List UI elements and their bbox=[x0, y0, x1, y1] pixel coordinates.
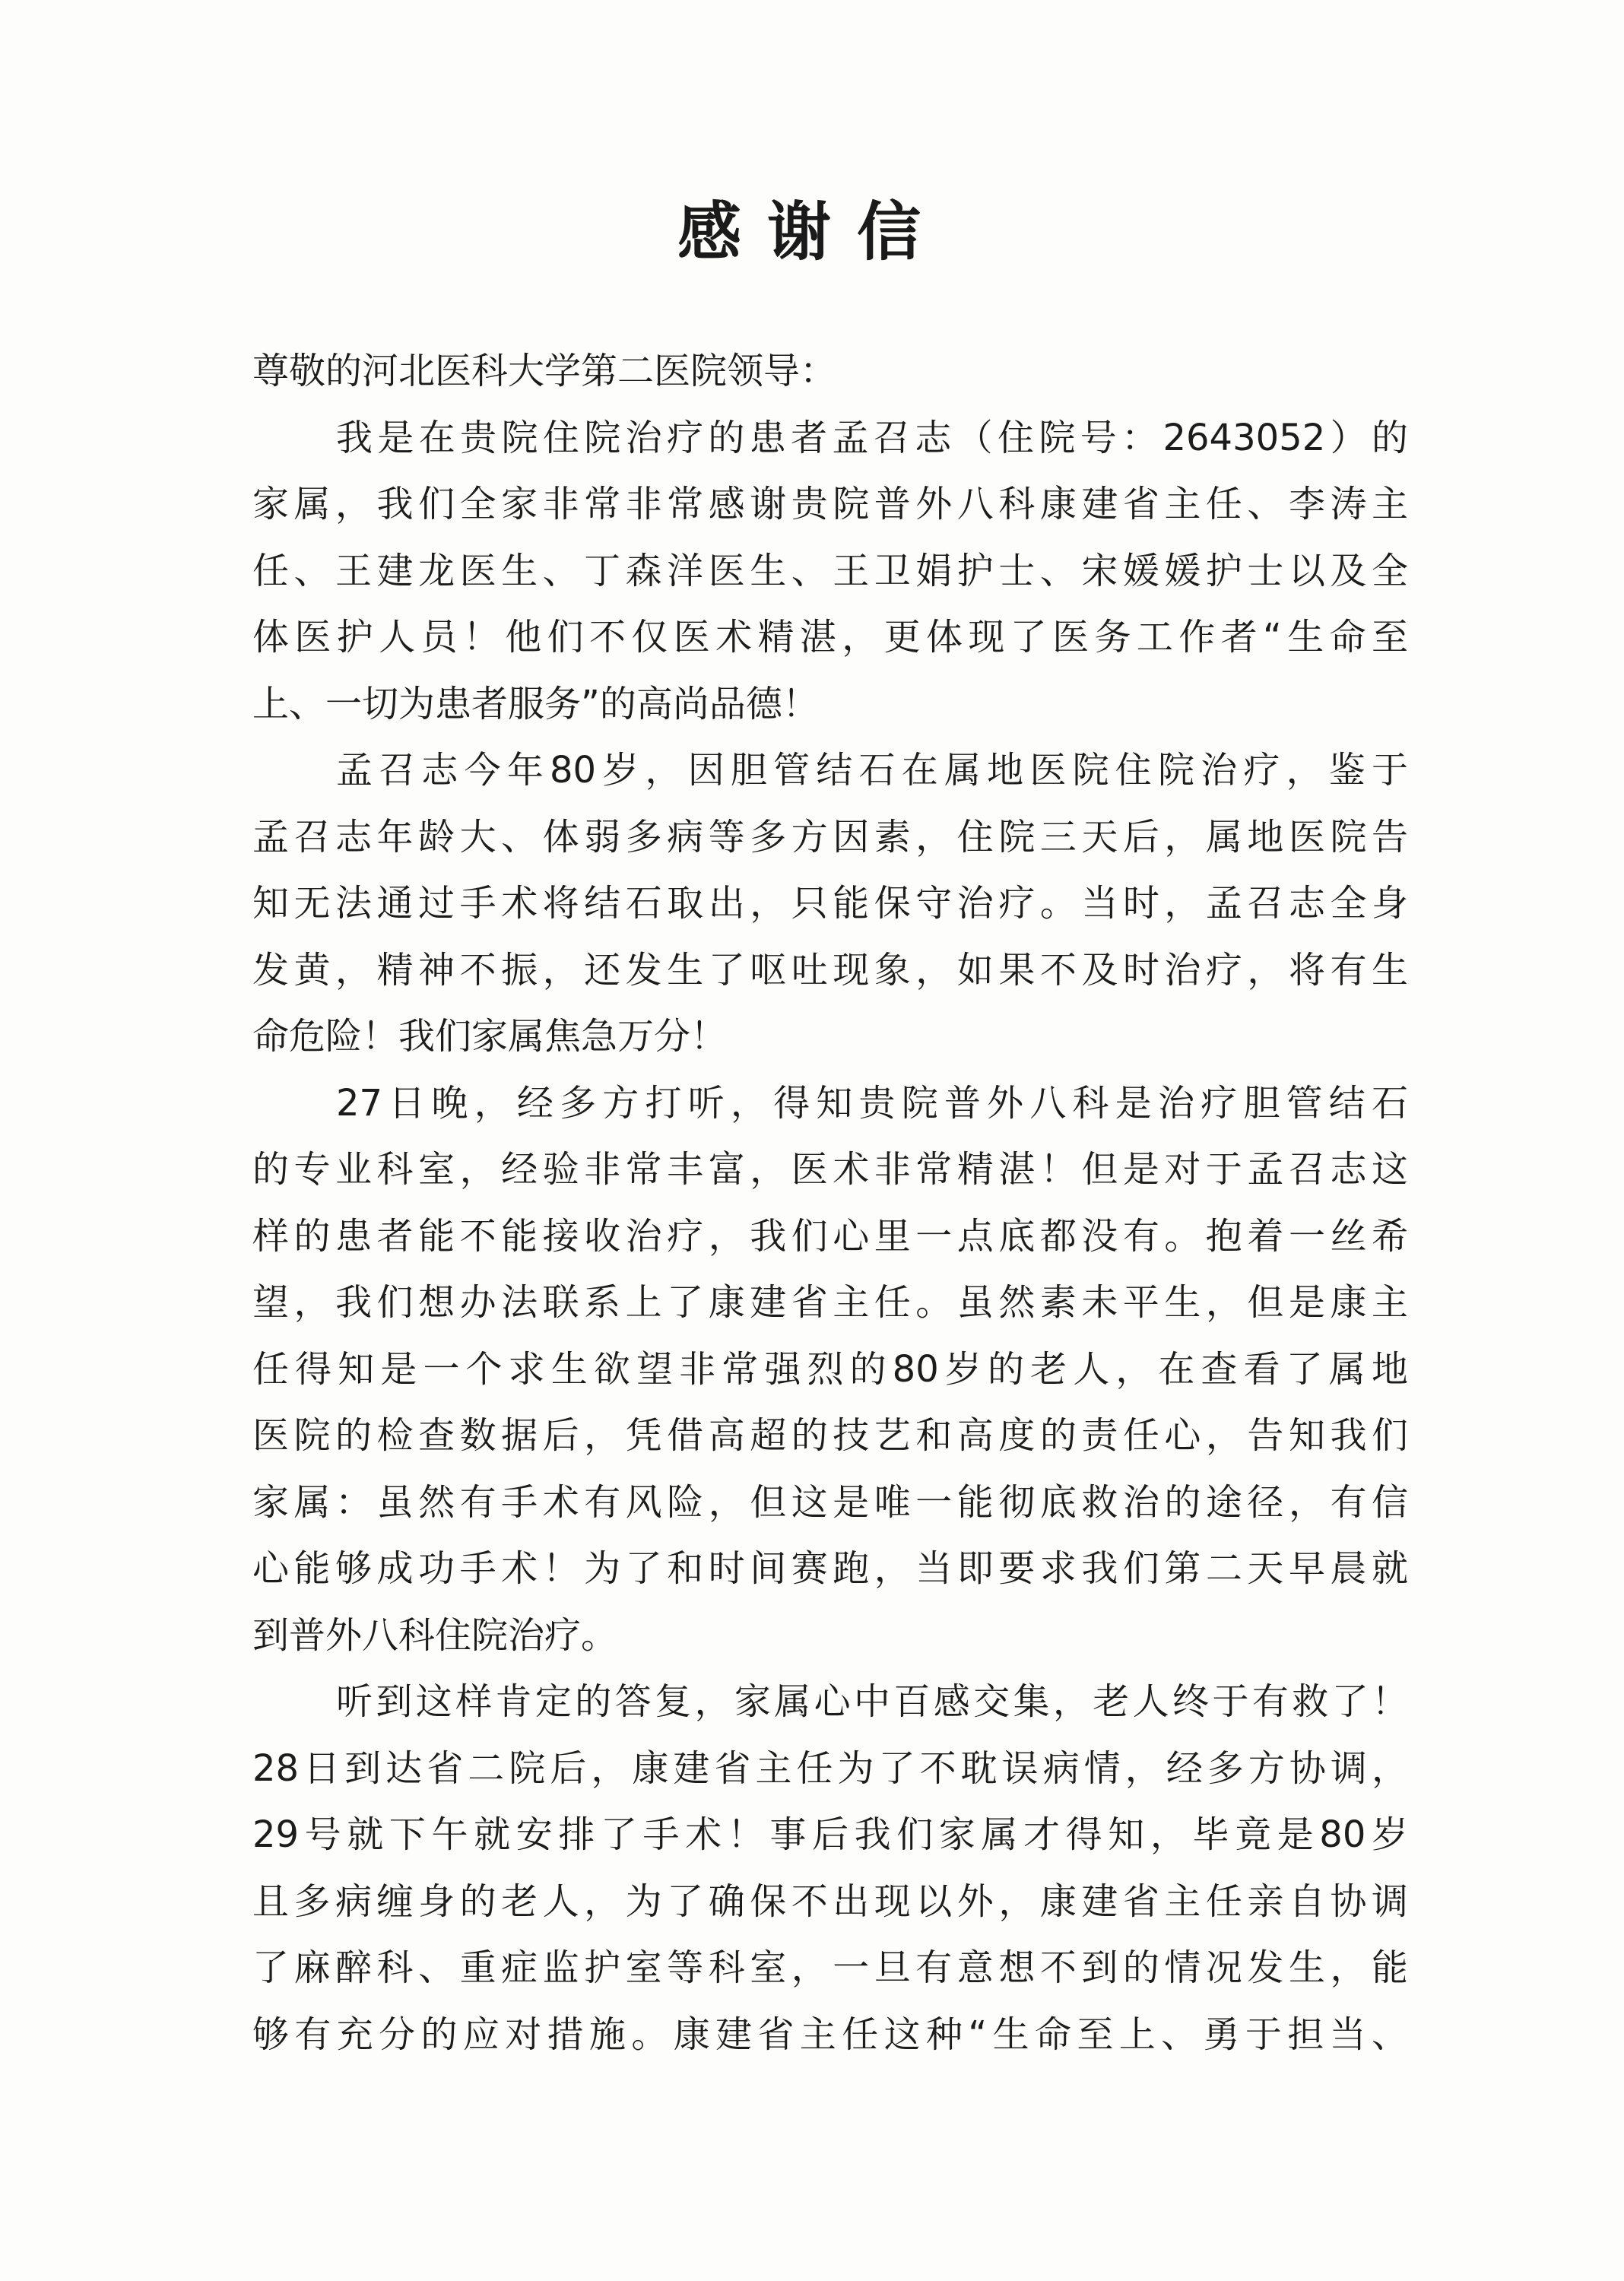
paragraph-line: 望，我们想办法联系上了康建省主任。虽然素未平生，但是康主 bbox=[252, 1281, 1408, 1324]
paragraph-line: 任、王建龙医生、丁森洋医生、王卫娟护士、宋媛媛护士以及全 bbox=[252, 549, 1408, 592]
paragraph-line: 家属：虽然有手术有风险，但这是唯一能彻底救治的途径，有信 bbox=[252, 1480, 1408, 1524]
paragraph-line: 孟召志年龄大、体弱多病等多方因素，住院三天后，属地医院告 bbox=[252, 815, 1408, 858]
paragraph-line: 29号就下午就安排了手术！事后我们家属才得知，毕竟是80岁 bbox=[252, 1813, 1408, 1856]
paragraph-line: 家属，我们全家非常非常感谢贵院普外八科康建省主任、李涛主 bbox=[252, 483, 1408, 525]
paragraph-line: 任得知是一个求生欲望非常强烈的80岁的老人，在查看了属地 bbox=[252, 1347, 1408, 1391]
paragraph-line: 发黄，精神不振，还发生了呕吐现象，如果不及时治疗，将有生 bbox=[252, 948, 1408, 991]
paragraph-line: 医院的检查数据后，凭借高超的技艺和高度的责任心，告知我们 bbox=[252, 1414, 1408, 1457]
paragraph-line: 到普外八科住院治疗。 bbox=[252, 1613, 618, 1657]
letter-title: 感谢信 bbox=[677, 195, 947, 269]
paragraph-line: 孟召志今年80岁，因胆管结石在属地医院住院治疗，鉴于 bbox=[336, 749, 1408, 792]
paragraph-line: 命危险！我们家属焦急万分！ bbox=[252, 1015, 728, 1058]
paragraph-line: 听到这样肯定的答复，家属心中百感交集，老人终于有救了！ bbox=[336, 1680, 1408, 1723]
paragraph-line: 够有充分的应对措施。康建省主任这种“生命至上、勇于担当、 bbox=[252, 2013, 1408, 2056]
paragraph-line: 了麻醉科、重症监护室等科室，一旦有意想不到的情况发生，能 bbox=[252, 1946, 1408, 1989]
letter-body bbox=[252, 338, 1408, 2068]
salutation: 尊敬的河北医科大学第二医院领导： bbox=[252, 350, 837, 392]
paragraph-line: 且多病缠身的老人，为了确保不出现以外，康建省主任亲自协调 bbox=[252, 1880, 1408, 1923]
paragraph-line: 27日晚，经多方打听，得知贵院普外八科是治疗胆管结石 bbox=[336, 1081, 1408, 1125]
paragraph-line: 上、一切为患者服务”的高尚品德！ bbox=[252, 682, 819, 725]
paragraph-line: 心能够成功手术！为了和时间赛跑，当即要求我们第二天早晨就 bbox=[252, 1547, 1408, 1590]
paragraph-line: 我是在贵院住院治疗的患者孟召志（住院号：2643052）的 bbox=[336, 416, 1408, 459]
paragraph-line: 的专业科室，经验非常丰富，医术非常精湛！但是对于孟召志这 bbox=[252, 1148, 1408, 1191]
paragraph-line: 知无法通过手术将结石取出，只能保守治疗。当时，孟召志全身 bbox=[252, 882, 1408, 925]
paragraph-line: 体医护人员！他们不仅医术精湛，更体现了医务工作者“生命至 bbox=[252, 616, 1408, 658]
paragraph-line: 28日到达省二院后，康建省主任为了不耽误病情，经多方协调， bbox=[252, 1746, 1408, 1790]
paragraph-line: 样的患者能不能接收治疗，我们心里一点底都没有。抱着一丝希 bbox=[252, 1214, 1408, 1258]
